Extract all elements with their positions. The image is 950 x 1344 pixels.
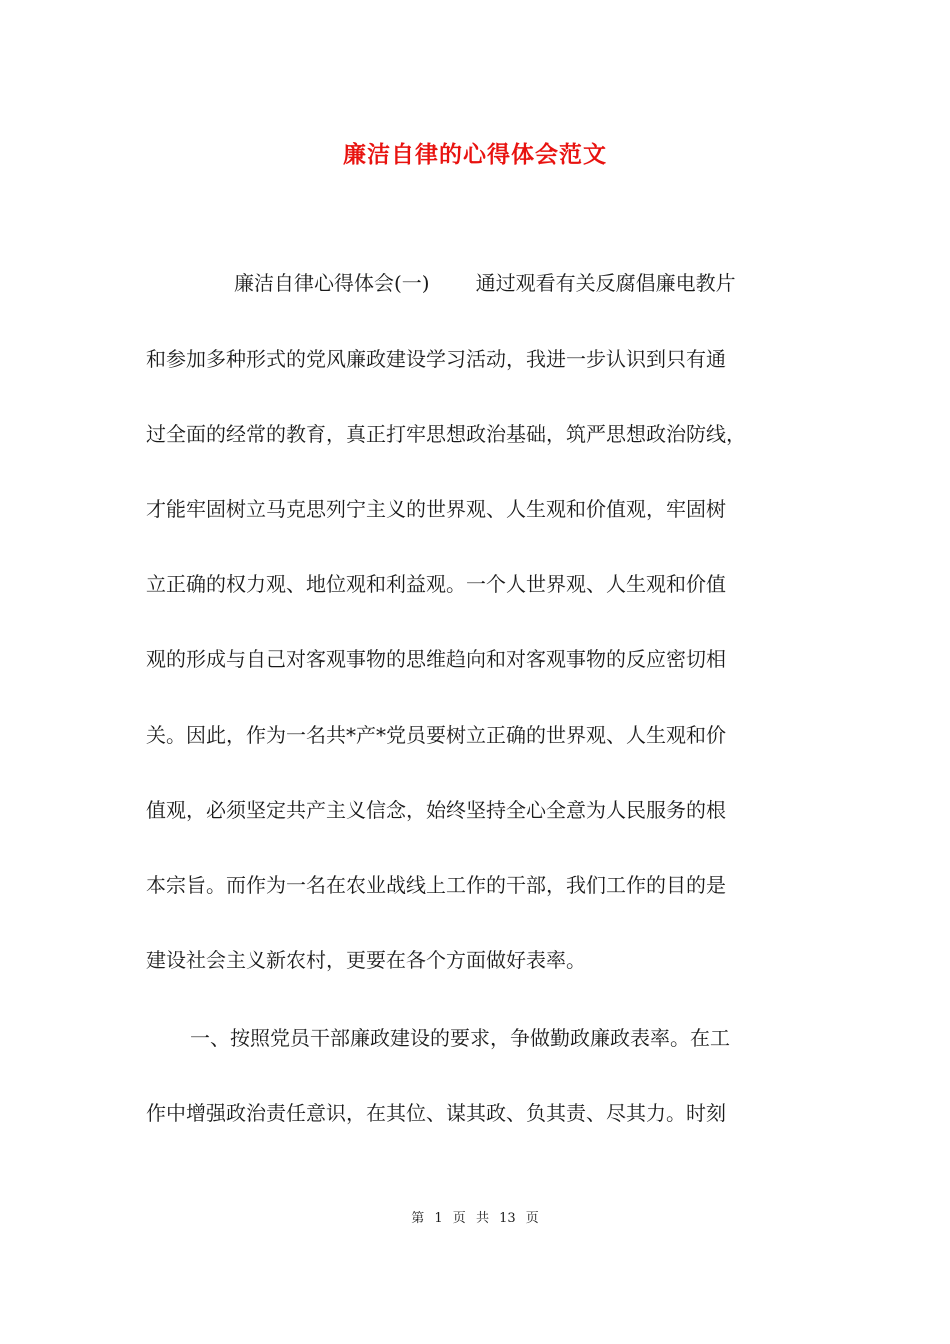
body-line	[146, 496, 726, 522]
body-line-text: 廉洁自律心得体会(一)	[234, 271, 430, 295]
body-line	[146, 270, 736, 296]
body-line	[146, 1100, 726, 1126]
body-line-text: 本宗旨。而作为一名在农业战线上工作的干部，我们工作的目的是	[146, 873, 726, 897]
footer-prefix: 第	[411, 1211, 425, 1226]
body-line	[146, 947, 586, 973]
body-line-text: 一、按照党员干部廉政建设的要求，争做勤政廉政表率。在工	[190, 1026, 730, 1050]
footer-total-pages: 13	[499, 1211, 516, 1226]
body-line-text: 和参加多种形式的党风廉政建设学习活动，我进一步认识到只有通	[146, 347, 726, 371]
body-line	[146, 646, 726, 672]
body-line	[146, 571, 726, 597]
footer-total-unit: 页	[525, 1211, 539, 1226]
footer-page-unit: 页	[452, 1211, 466, 1226]
body-line-text: 通过观看有关反腐倡廉电教片	[475, 271, 736, 295]
body-line-text: 值观，必须坚定共产主义信念，始终坚持全心全意为人民服务的根	[146, 798, 726, 822]
body-line-text: 作中增强政治责任意识，在其位、谋其政、负其责、尽其力。时刻	[146, 1101, 726, 1125]
footer-current-page: 1	[434, 1211, 443, 1226]
document-title: 廉洁自律的心得体会范文	[343, 141, 607, 168]
body-line-text: 观的形成与自己对客观事物的思维趋向和对客观事物的反应密切相	[146, 647, 726, 671]
footer-total-prefix: 共	[475, 1211, 489, 1226]
body-line-text: 才能牢固树立马克思列宁主义的世界观、人生观和价值观，牢固树	[146, 497, 726, 521]
page-footer	[0, 1207, 950, 1226]
body-line-text: 建设社会主义新农村，更要在各个方面做好表率。	[146, 948, 586, 972]
body-line	[146, 797, 726, 823]
body-line	[146, 1025, 730, 1051]
body-line	[146, 872, 726, 898]
body-line-text: 过全面的经常的教育，真正打牢思想政治基础，筑严思想政治防线，	[146, 422, 746, 446]
body-line	[146, 421, 746, 447]
body-line	[146, 722, 726, 748]
body-line	[146, 346, 726, 372]
body-line-text: 立正确的权力观、地位观和利益观。一个人世界观、人生观和价值	[146, 572, 726, 596]
body-line-text: 关。因此，作为一名共*产*党员要树立正确的世界观、人生观和价	[146, 723, 726, 747]
